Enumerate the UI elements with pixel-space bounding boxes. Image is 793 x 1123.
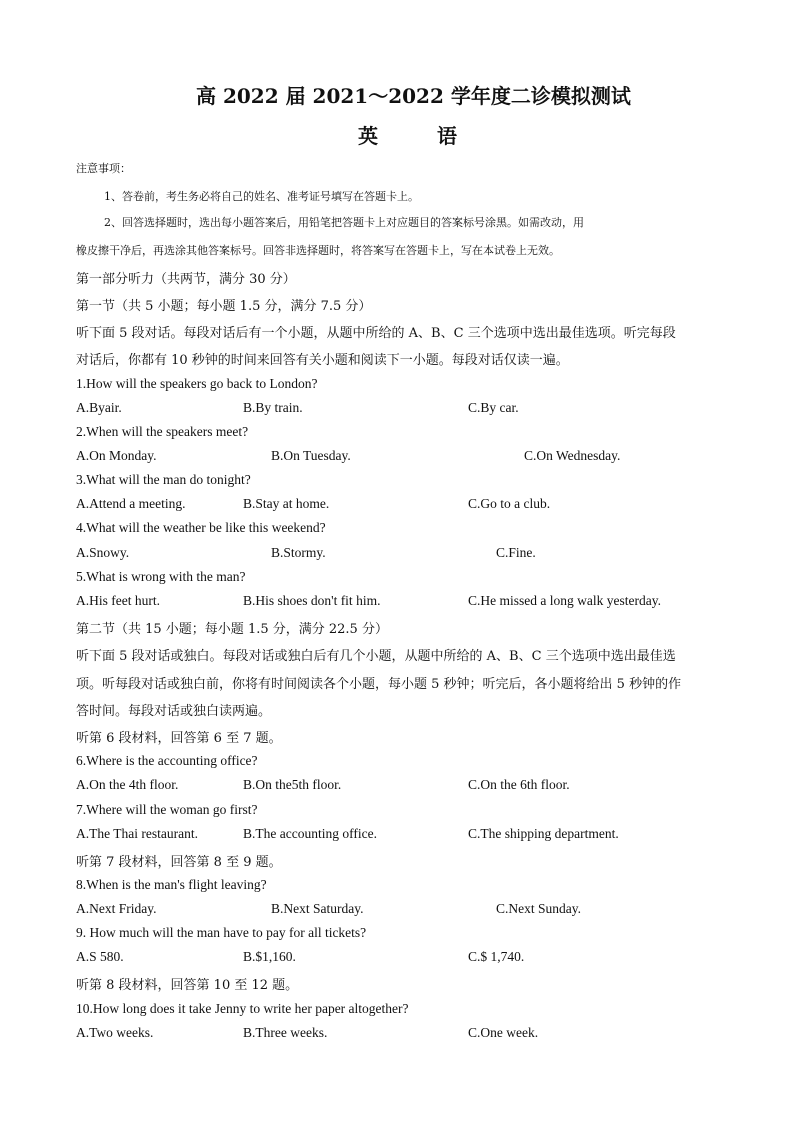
question-9-option-b: B.$1,160. bbox=[243, 949, 296, 964]
question-2-option-c: C.On Wednesday. bbox=[524, 448, 621, 463]
question-2-option-a: A.On Monday. bbox=[76, 448, 157, 463]
subject-title: 英 语 bbox=[358, 124, 483, 148]
question-5-option-b: B.His shoes don't fit him. bbox=[243, 593, 381, 608]
question-6-option-c: C.On the 6th floor. bbox=[468, 777, 570, 792]
question-4: 4.What will the weather be like this weekend? bbox=[76, 520, 326, 535]
question-4-option-c: C.Fine. bbox=[496, 545, 536, 560]
question-5-option-c: C.He missed a long walk yesterday. bbox=[468, 593, 661, 608]
material-7-heading: 听第 7 段材料，回答第 8 至 9 题。 bbox=[76, 855, 282, 870]
question-9-option-c: C.$ 1,740. bbox=[468, 949, 525, 964]
question-3-option-b: B.Stay at home. bbox=[243, 496, 330, 511]
question-6: 6.Where is the accounting office? bbox=[76, 753, 258, 768]
notice-heading: 注意事项： bbox=[76, 162, 131, 175]
exam-title: 高 2022 届 2021～2022 学年度二诊模拟测试 bbox=[196, 84, 631, 108]
question-3-option-c: C.Go to a club. bbox=[468, 496, 551, 511]
question-1-option-a: A.Byair. bbox=[76, 400, 122, 415]
question-5-option-a: A.His feet hurt. bbox=[76, 593, 160, 608]
question-3: 3.What will the man do tonight? bbox=[76, 472, 251, 487]
question-10-option-b: B.Three weeks. bbox=[243, 1025, 328, 1040]
question-1: 1.How will the speakers go back to London? bbox=[76, 376, 318, 391]
question-1-option-b: B.By train. bbox=[243, 400, 303, 415]
section1-heading: 第一节（共 5 小题；每小题 1.5 分，满分 7.5 分） bbox=[76, 299, 372, 314]
section1-instruction-line-2: 对话后，你都有 10 秒钟的时间来回答有关小题和阅读下一小题。每段对话仅读一遍。 bbox=[76, 353, 569, 368]
notice-item-1: 1、答卷前，考生务必将自己的姓名、准考证号填写在答题卡上。 bbox=[104, 190, 419, 203]
section2-instruction-line-1: 听下面 5 段对话或独白。每段对话或独白后有几个小题，从题中所给的 A、B、C 三个选项中选出最佳选 bbox=[76, 649, 676, 664]
section1-instruction-line-1: 听下面 5 段对话。每段对话后有一个小题，从题中所给的 A、B、C 三个选项中选出最佳选项。听完每段 bbox=[76, 326, 676, 341]
question-7-option-c: C.The shipping department. bbox=[468, 826, 619, 841]
question-7-option-a: A.The Thai restaurant. bbox=[76, 826, 198, 841]
question-4-option-a: A.Snowy. bbox=[76, 545, 130, 560]
question-7-option-b: B.The accounting office. bbox=[243, 826, 377, 841]
notice-item-2-line-1: 2、回答选择题时，选出每小题答案后，用铅笔把答题卡上对应题目的答案标号涂黑。如需改动，用 bbox=[104, 216, 584, 229]
question-5: 5.What is wrong with the man? bbox=[76, 569, 246, 584]
question-7: 7.Where will the woman go first? bbox=[76, 802, 258, 817]
section2-instruction-line-2: 项。听每段对话或独白前，你将有时间阅读各个小题，每小题 5 秒钟；听完后，各小题将给出 5 秒钟的作 bbox=[76, 677, 682, 692]
question-10-option-c: C.One week. bbox=[468, 1025, 539, 1040]
section2-heading: 第二节（共 15 小题；每小题 1.5 分，满分 22.5 分） bbox=[76, 622, 388, 637]
question-2-option-b: B.On Tuesday. bbox=[271, 448, 351, 463]
notice-item-2-line-2: 橡皮擦干净后，再选涂其他答案标号。回答非选择题时，将答案写在答题卡上，写在本试卷上无效。 bbox=[76, 244, 560, 257]
material-8-heading: 听第 8 段材料，回答第 10 至 12 题。 bbox=[76, 978, 299, 993]
question-10-option-a: A.Two weeks. bbox=[76, 1025, 154, 1040]
question-4-option-b: B.Stormy. bbox=[271, 545, 326, 560]
question-8: 8.When is the man's flight leaving? bbox=[76, 877, 267, 892]
material-6-heading: 听第 6 段材料，回答第 6 至 7 题。 bbox=[76, 731, 282, 746]
question-8-option-b: B.Next Saturday. bbox=[271, 901, 364, 916]
question-10: 10.How long does it take Jenny to write her paper altogether? bbox=[76, 1001, 409, 1016]
question-6-option-b: B.On the5th floor. bbox=[243, 777, 342, 792]
question-8-option-a: A.Next Friday. bbox=[76, 901, 157, 916]
section2-instruction-line-3: 答时间。每段对话或独白读两遍。 bbox=[76, 704, 272, 719]
question-3-option-a: A.Attend a meeting. bbox=[76, 496, 186, 511]
question-9: 9. How much will the man have to pay for all tickets? bbox=[76, 925, 367, 940]
question-9-option-a: A.S 580. bbox=[76, 949, 124, 964]
question-6-option-a: A.On the 4th floor. bbox=[76, 777, 179, 792]
question-8-option-c: C.Next Sunday. bbox=[496, 901, 581, 916]
question-1-option-c: C.By car. bbox=[468, 400, 519, 415]
question-2: 2.When will the speakers meet? bbox=[76, 424, 249, 439]
part1-heading: 第一部分听力（共两节，满分 30 分） bbox=[76, 272, 296, 287]
